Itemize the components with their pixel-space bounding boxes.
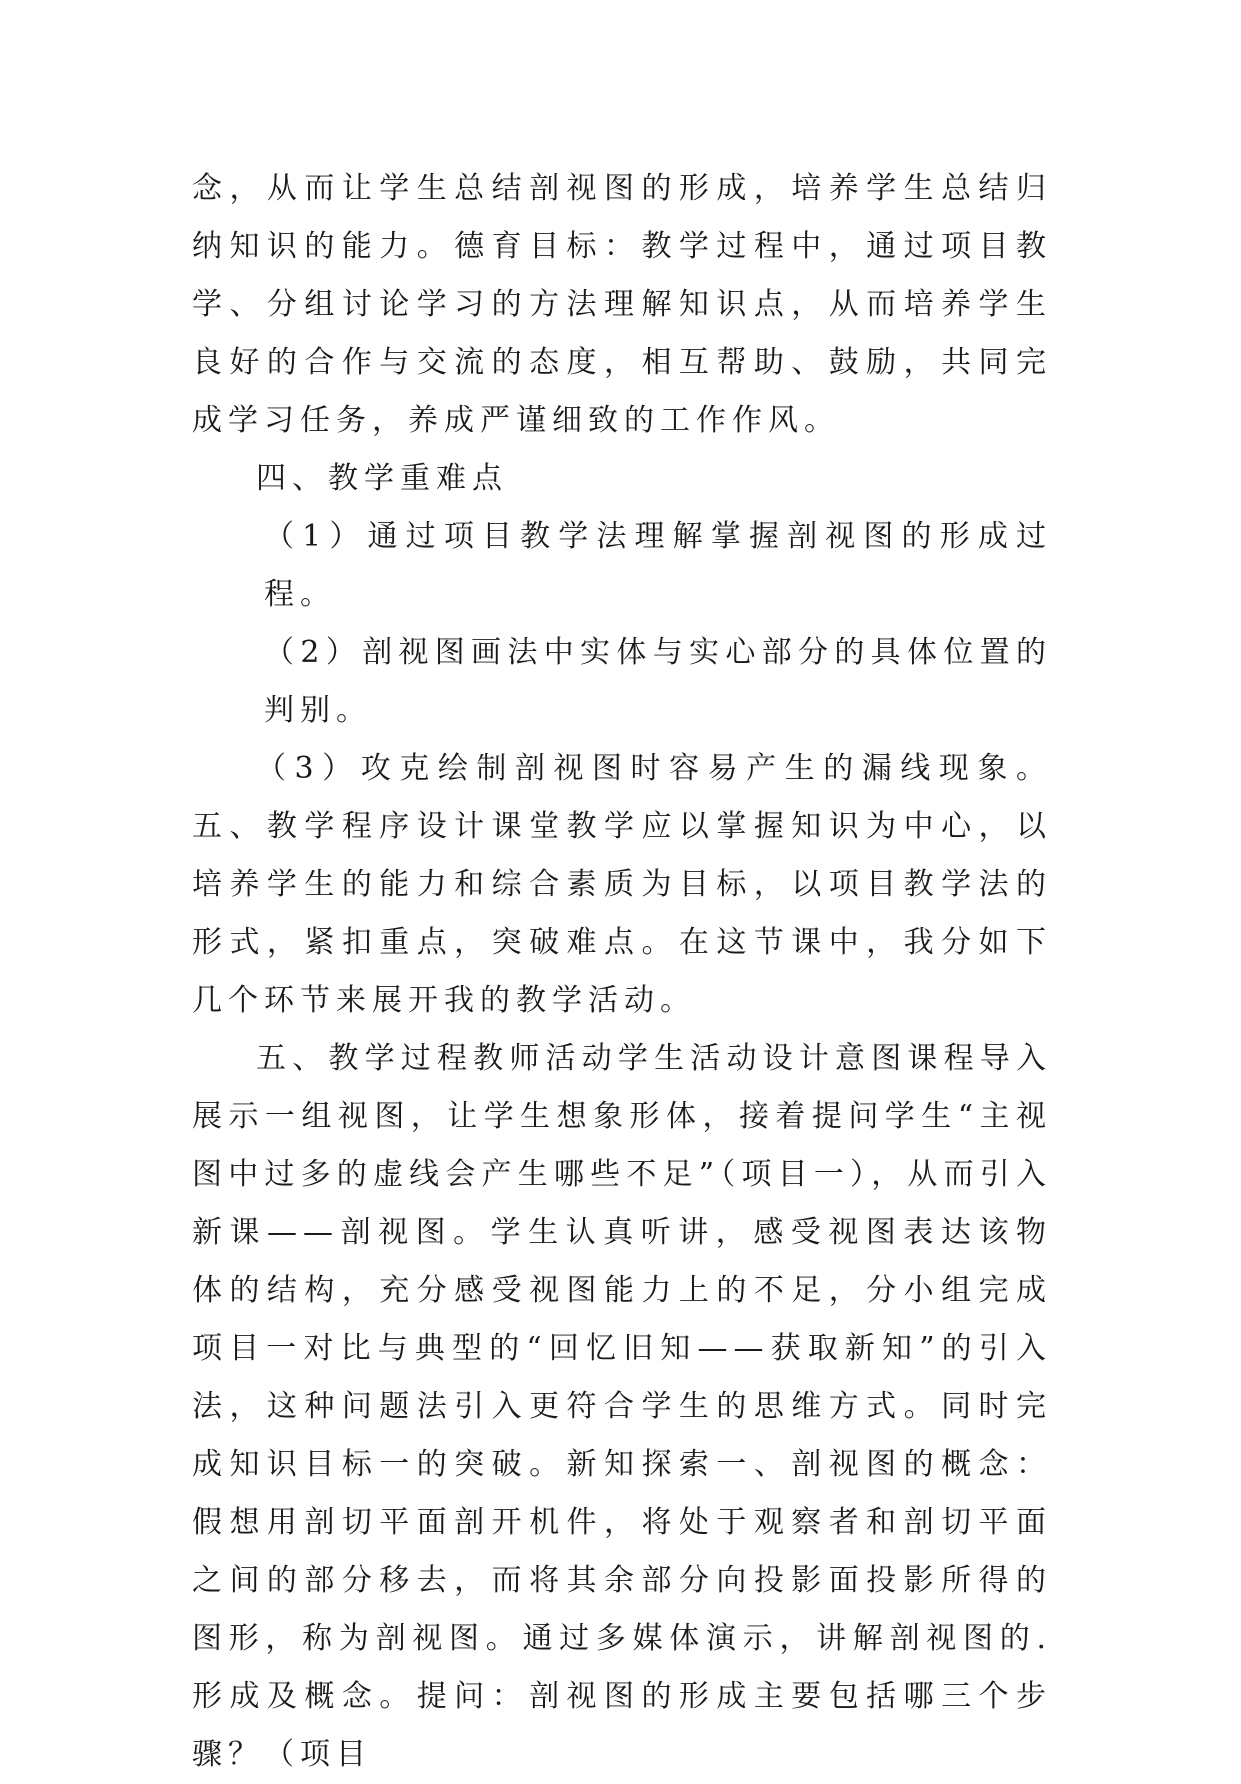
list-item-2: （2）剖视图画法中实体与实心部分的具体位置的判别。 [264, 635, 1052, 728]
document-body [192, 160, 1052, 1784]
paragraph-teaching-process: 五、教学过程教师活动学生活动设计意图课程导入展示一组视图，让学生想象形体，接着提问学生“主视图中过多的虚线会产生哪些不足”（项目一），从而引入新课——剖视图。学生认真听讲，感受视图表达该物体的结构，充分感受视图能力上的不足，分小组完成项目一对比与典型的“回忆旧知——获取新知”的引入法，这种问题法引入更符合学生的思维方式。同时完成知识目标一的突破。新知探索一、剖视图的概念：假想用剖切平面剖开机件，将处于观察者和剖切平面之间的部分移去，而将其余部分向投影面投影所得的图形，称为剖视图。通过多媒体演示，讲解剖视图的.形成及概念。提问：剖视图的形成主要包括哪三个步骤？（项目 [192, 1041, 1052, 1772]
paragraph-objectives: 念，从而让学生总结剖视图的形成，培养学生总结归纳知识的能力。德育目标：教学过程中，通过项目教学、分组讨论学习的方法理解知识点，从而培养学生良好的合作与交流的态度，相互帮助、鼓励，共同完成学习任务，养成严谨细致的工作作风。 [192, 171, 1052, 438]
list-item-3: （3）攻克绘制剖视图时容易产生的漏线现象。五、教学程序设计课堂教学应以掌握知识为中心，以培养学生的能力和综合素质为目标，以项目教学法的形式，紧扣重点，突破难点。在这节课中，我分如下几个环节来展开我的教学活动。 [192, 751, 1052, 1018]
list-item-1: （1）通过项目教学法理解掌握剖视图的形成过程。 [264, 519, 1052, 612]
heading-key-difficulties: 四、教学重难点 [256, 461, 508, 496]
